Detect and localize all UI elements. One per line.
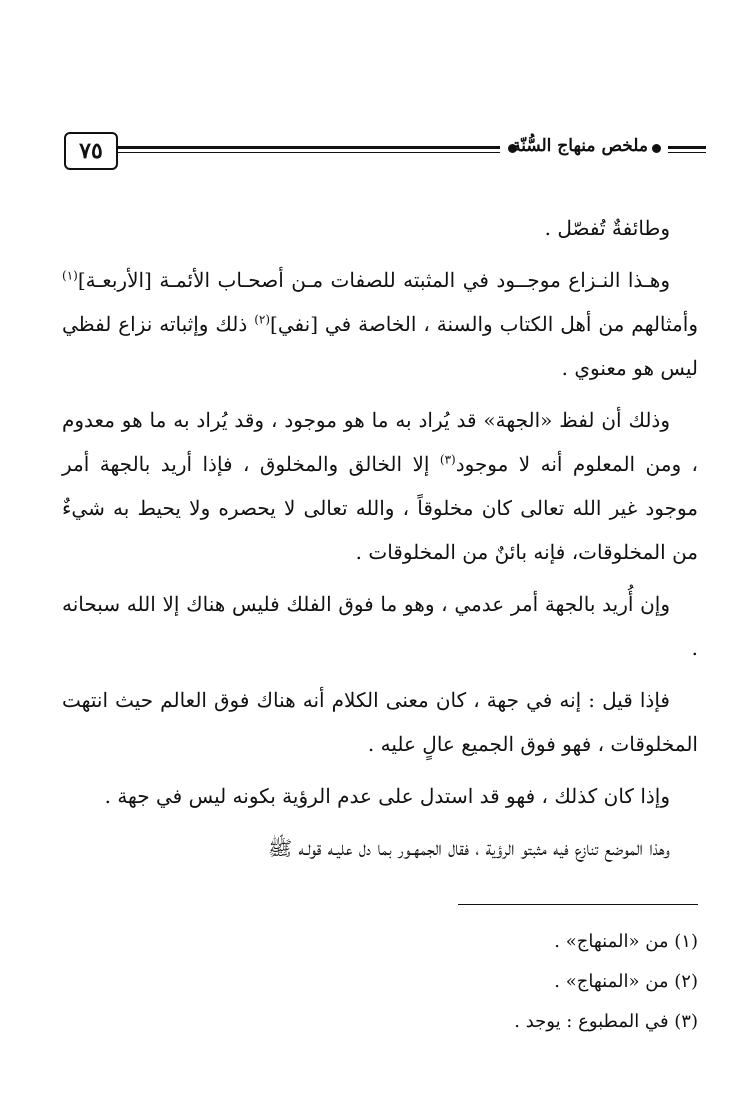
page-header [60, 132, 705, 172]
footnotes [62, 922, 698, 1042]
footnote-divider [458, 904, 698, 905]
footnote-2: (٢) من «المنهاج» . [554, 971, 698, 992]
paragraph: وإن أُريد بالجهة أمر عدمي ، وهو ما فوق الفلك فليس هناك إلا الله سبحانه . [62, 592, 698, 660]
paragraph: وإذا كان كذلك ، فهو قد استدل على عدم الرؤية بكونه ليس في جهة . [104, 784, 670, 808]
footnote-1: (١) من «المنهاج» . [554, 931, 698, 952]
paragraph: فإذا قيل : إنه في جهة ، كان معنى الكلام أنه هناك فوق العالم حيث انتهت المخلوقات ، فهو فوق الجميع عالٍ عليه . [62, 688, 698, 756]
paragraph: وهـذا النـزاع موجــود في المثبته للصفات مـن أصحـاب الأئمـة [الأربعـة]$^{(١)}$ وأمثالهم من أهل الكتاب والسنة ، الخاصة في [نفي]$^{(٢)}$ ذلك وإثباته نزاع لفظي ليس هو معنوي . [62, 268, 698, 380]
header-rule-left [118, 146, 500, 153]
paragraph: وذلك أن لفظ «الجهة» قد يُراد به ما هو موجود ، وقد يُراد به ما هو معدوم ، ومن المعلوم أنه لا موجود$^{(٣)}$ إلا الخالق والمخلوق ، فإذا أريد بالجهة أمر موجود غير الله تعالى كان مخلوقاً ، والله تعالى لا يحصره ولا يحيط به شيءٌ من المخلوقات، فإنه بائنٌ من المخلوقات . [62, 408, 699, 564]
page-number: ٧٥ [64, 132, 118, 170]
bullet-icon [652, 144, 661, 153]
footnote-3: (٣) في المطبوع : يوجد . [514, 1011, 698, 1032]
footnote-ref: (١) [62, 268, 78, 283]
running-title: ملخص منهاج السُّنّة [512, 136, 648, 156]
footnote-ref: (٣) [439, 452, 456, 467]
header-rule-right [668, 146, 706, 153]
main-text [62, 206, 698, 878]
footnote-ref: (٢) [254, 312, 271, 327]
paragraph: وطائفةٌ تُفصّل . [544, 216, 670, 240]
paragraph: وهذا الموضع تنازع فيه مثبتو الرؤية ، فقال الجمهـور بما دل عليـه قولـه ﷺ [267, 836, 670, 860]
